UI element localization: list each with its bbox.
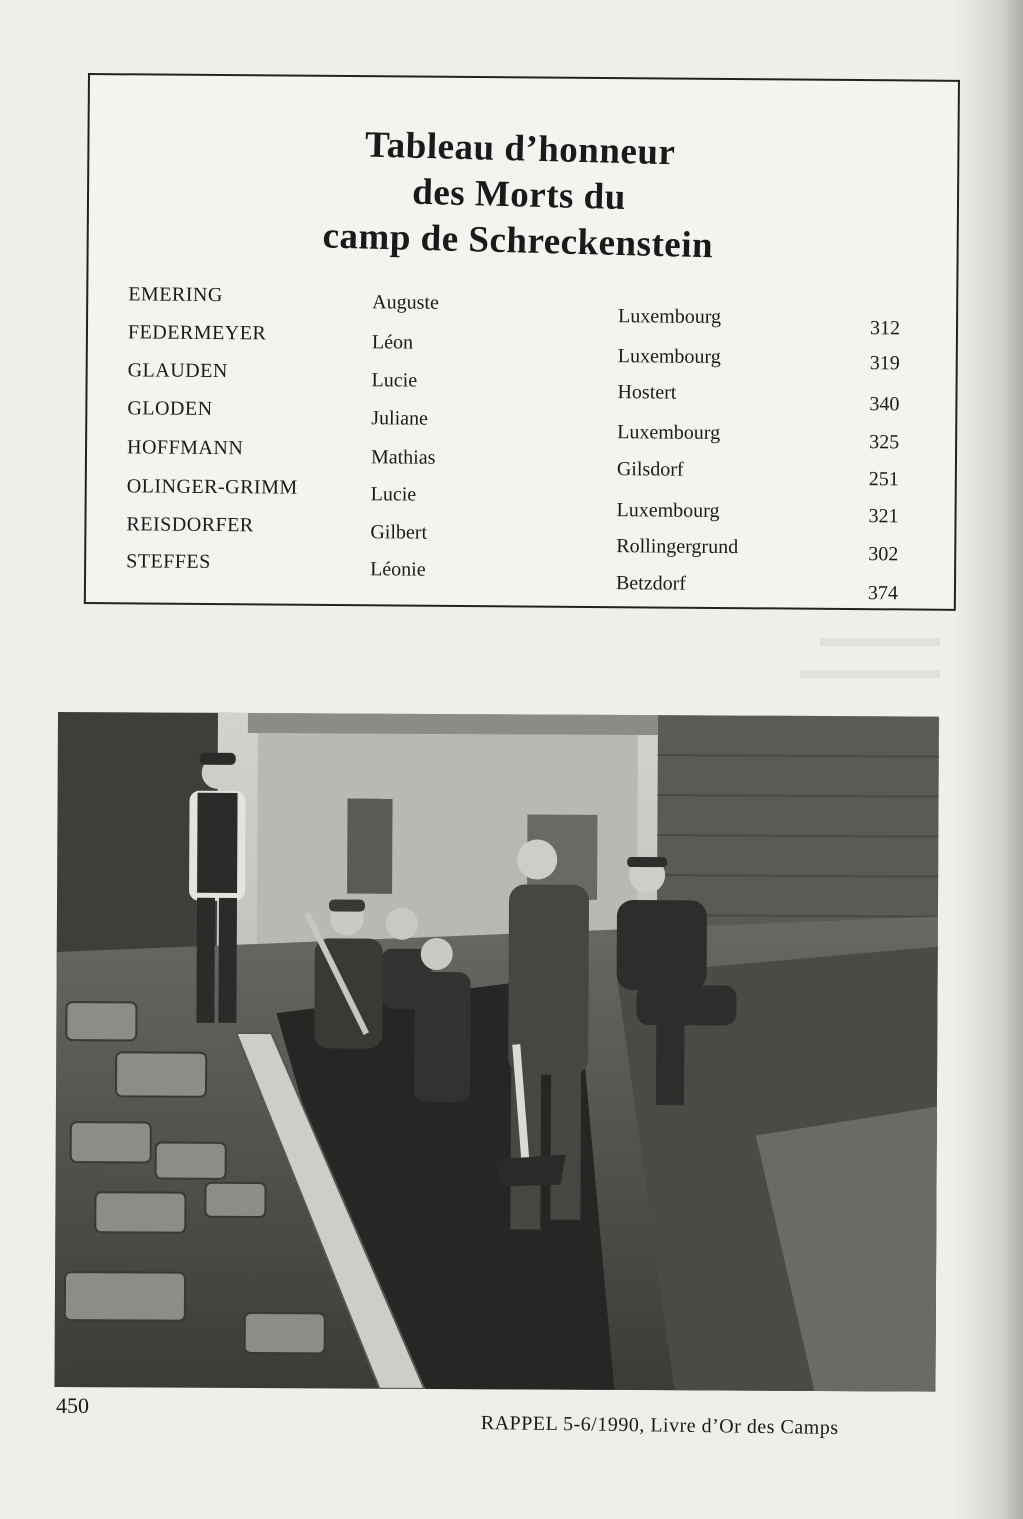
title-line-1: Tableau d’honneur bbox=[364, 124, 676, 174]
number: 251 bbox=[868, 468, 899, 491]
number: 302 bbox=[868, 543, 899, 566]
town: Hostert bbox=[617, 381, 677, 404]
number: 312 bbox=[869, 317, 901, 340]
surname: OLINGER-GRIMM bbox=[126, 475, 298, 499]
town: Luxembourg bbox=[616, 499, 720, 522]
honor-table-title bbox=[237, 119, 800, 271]
first-name: Léonie bbox=[370, 558, 426, 581]
title-line-2: des Morts du bbox=[411, 171, 627, 219]
surname: STEFFES bbox=[126, 550, 211, 573]
surname: REISDORFER bbox=[126, 513, 254, 537]
town: Luxembourg bbox=[618, 305, 722, 328]
surname: FEDERMEYER bbox=[127, 321, 267, 345]
page-number: 450 bbox=[56, 1393, 89, 1418]
title-line-3: camp de Schreckenstein bbox=[322, 215, 714, 267]
town: Luxembourg bbox=[617, 345, 721, 368]
surname: HOFFMANN bbox=[126, 436, 244, 460]
number: 374 bbox=[867, 582, 899, 605]
number: 319 bbox=[869, 352, 900, 375]
first-name: Auguste bbox=[372, 291, 439, 314]
town: Luxembourg bbox=[617, 421, 721, 444]
first-name: Lucie bbox=[370, 483, 417, 506]
first-name: Léon bbox=[371, 331, 414, 354]
town: Gilsdorf bbox=[616, 458, 684, 481]
town: Rollingergrund bbox=[616, 535, 739, 559]
worker-with-shovel bbox=[495, 839, 589, 1229]
surname: EMERING bbox=[128, 283, 223, 307]
surname: GLODEN bbox=[127, 397, 213, 420]
photo-illustration bbox=[54, 712, 939, 1392]
first-name: Lucie bbox=[371, 369, 418, 392]
source-issue: 5-6/1990, bbox=[562, 1413, 645, 1437]
first-name: Juliane bbox=[371, 407, 429, 430]
source-book: Livre d’Or des Camps bbox=[650, 1414, 839, 1439]
first-name: Gilbert bbox=[370, 521, 428, 544]
number: 340 bbox=[869, 393, 900, 416]
first-name: Mathias bbox=[370, 446, 436, 469]
town: Betzdorf bbox=[615, 572, 687, 595]
source-title: RAPPEL bbox=[480, 1412, 558, 1436]
surname: GLAUDEN bbox=[127, 359, 228, 383]
number: 321 bbox=[868, 505, 899, 528]
honor-row bbox=[86, 550, 958, 605]
number: 325 bbox=[869, 431, 900, 454]
honor-table-box bbox=[84, 73, 960, 611]
historical-photo-workers-trench bbox=[54, 712, 939, 1392]
